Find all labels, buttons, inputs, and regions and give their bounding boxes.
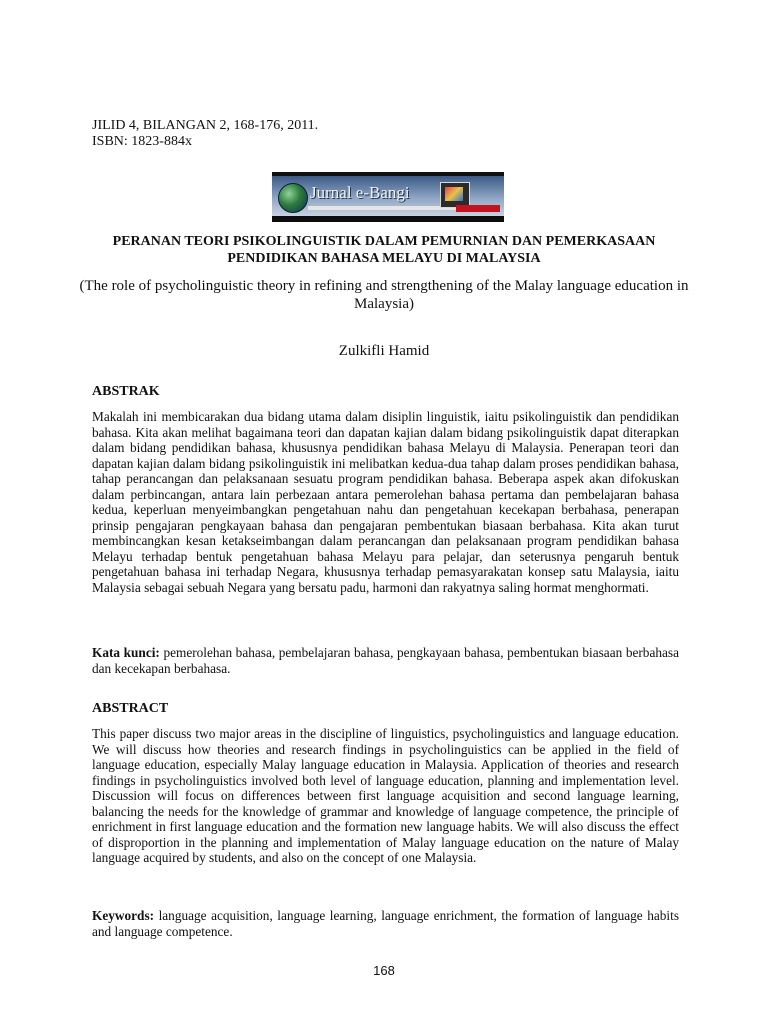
keywords-paragraph bbox=[92, 908, 679, 939]
isbn-line: ISBN: 1823-884x bbox=[92, 134, 192, 149]
page-number: 168 bbox=[373, 963, 395, 978]
journal-name: Jurnal e-Bangi bbox=[310, 183, 410, 202]
journal-banner bbox=[272, 172, 504, 222]
volume-issue-line: JILID 4, BILANGAN 2, 168-176, 2011. bbox=[92, 118, 319, 133]
journal-meta bbox=[92, 118, 318, 150]
keywords-label: Keywords: bbox=[92, 908, 155, 923]
keywords-text: language acquisition, language learning, language enrichment, the formation of language habits and language competence. bbox=[92, 908, 679, 939]
globe-icon bbox=[278, 183, 308, 213]
author-name: Zulkifli Hamid bbox=[338, 343, 430, 359]
banner-bottom-rule bbox=[272, 216, 504, 222]
kata-kunci-paragraph bbox=[92, 645, 679, 676]
abstrak-body: Makalah ini membicarakan dua bidang utama dalam disiplin linguistik, iaitu psikolinguistik dan pendidikan bahasa. Kita akan melihat bagaimana teori dan dapatan kajian dalam bidang psikolinguistik dapat diterapkan dalam bidang pendidikan bahasa, khususnya pendidikan bahasa Melayu di Malaysia. Penerapan teori dan dapatan kajian dalam bidang psikolinguistik ini melibatkan kedua-dua tahap dalam proses pendidikan bahasa, tahap perancangan dan pelaksanaan sesuatu program pendidikan bahasa. Beberapa aspek akan difokuskan dalam perbincangan, antara lain perbezaan antara pemerolehan bahasa pertama dan pembelajaran bahasa kedua, keperluan menyeimbangkan pengetahuan nahu dan pengetahuan kecekapan berbahasa, penerapan prinsip pengajaran pengkayaan bahasa dan pengajaran pembentukan biasaan berbahasa. Kita akan turut membincangkan kesan ketakseimbangan dalam perancangan dan pelaksanaan program pendidikan bahasa Melayu terhadap bentuk pengetahuan bahasa Melayu para pelajar, dan seterusnya pengaruh bentuk pengetahuan bahasa ini terhadap Negara, khususnya terhadap pemasyarakatan konsep satu Malaysia, iaitu Malaysia sebagai sebuah Negara yang bersatu padu, harmoni dan rakyatnya saling hormat menghormati. bbox=[92, 409, 679, 595]
article-title bbox=[60, 233, 708, 267]
article-subtitle: (The role of psycholinguistic theory in refining and strengthening of the Malay language education in Malaysia) bbox=[79, 278, 689, 312]
article-title-line: PENDIDIKAN BAHASA MELAYU DI MALAYSIA bbox=[227, 251, 541, 266]
article-title-line: PERANAN TEORI PSIKOLINGUISTIK DALAM PEMURNIAN DAN PEMERKASAAN bbox=[112, 234, 656, 249]
kata-kunci-label: Kata kunci: bbox=[92, 645, 160, 660]
banner-issn-badge bbox=[456, 205, 500, 212]
abstrak-heading: ABSTRAK bbox=[92, 384, 160, 399]
banner-tagline-strip bbox=[308, 206, 458, 210]
abstract-heading: ABSTRACT bbox=[92, 701, 169, 716]
kata-kunci-text: pemerolehan bahasa, pembelajaran bahasa, pengkayaan bahasa, pembentukan biasaan berbahasa dan kecekapan berbahasa. bbox=[92, 645, 679, 676]
abstract-body: This paper discuss two major areas in the discipline of linguistics, psycholinguistics and language education. We will discuss how theories and research findings in psycholinguistics can be applied in the field of language education, especially Malay language education in Malaysia. Application of theories and research findings in psycholinguistics involved both level of language education, planning and implementation level. Discussion will focus on differences between first language acquisition and second language learning, balancing the needs for the knowledge of grammar and knowledge of language competence, the principle of enrichment in first language education and the formation new language habits. We will also discuss the effect of disproportion in the planning and implementation of Malay language education on the nature of Malay language acquired by students, and also on the concept of one Malaysia. bbox=[92, 726, 679, 865]
